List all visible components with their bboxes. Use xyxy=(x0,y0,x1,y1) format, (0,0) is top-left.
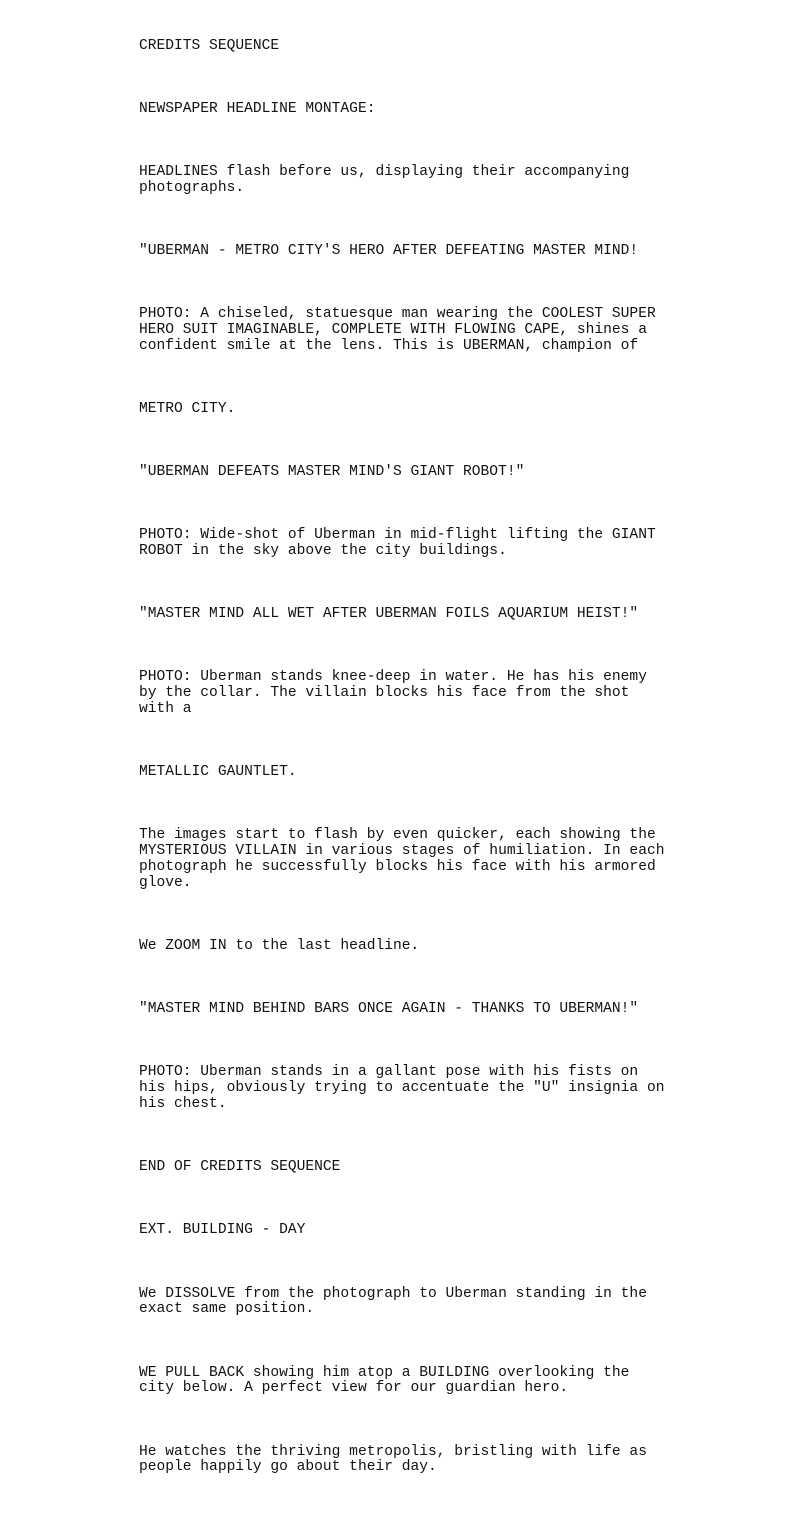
action-paragraph: PHOTO: A chiseled, statuesque man wearing the COOLEST SUPER HERO SUIT IMAGINABLE, COMPLETE WITH FLOWING CAPE, shines a confident smile at the lens. This is UBERMAN, champion of xyxy=(139,306,656,354)
headline-text: "MASTER MIND ALL WET AFTER UBERMAN FOILS AQUARIUM HEIST!" xyxy=(139,606,639,623)
action-paragraph: We ZOOM IN to the last headline. xyxy=(139,938,420,955)
action-paragraph: METRO CITY. xyxy=(139,400,236,417)
headline-text: "MASTER MIND BEHIND BARS ONCE AGAIN - THANKS TO UBERMAN!" xyxy=(139,1001,639,1018)
action-paragraph: He watches the thriving metropolis, bristling with life as people happily go about their day. xyxy=(139,1443,647,1476)
montage-heading: NEWSPAPER HEADLINE MONTAGE: xyxy=(139,100,376,117)
headline-text: "UBERMAN DEFEATS MASTER MIND'S GIANT ROBOT!" xyxy=(139,464,525,481)
action-paragraph: The images start to flash by even quicker, each showing the MYSTERIOUS VILLAIN in various stages of humiliation. In each photograph he successfully blocks his face with his armored glove. xyxy=(139,827,665,891)
action-paragraph: PHOTO: Uberman stands knee-deep in water. He has his enemy by the collar. The villain blocks his face from the shot with a xyxy=(139,669,647,718)
section-heading: CREDITS SEQUENCE xyxy=(139,37,280,54)
action-paragraph: PHOTO: Uberman stands in a gallant pose with his fists on his hips, obviously trying to accentuate the "U" insignia on his chest. xyxy=(139,1064,665,1112)
action-paragraph: WE PULL BACK showing him atop a BUILDING overlooking the city below. A perfect view for our guardian hero. xyxy=(139,1364,630,1397)
action-paragraph: METALLIC GAUNTLET. xyxy=(139,764,297,781)
action-paragraph: We DISSOLVE from the photograph to Uberman standing in the exact same position. xyxy=(139,1285,647,1318)
action-paragraph: HEADLINES flash before us, displaying their accompanying photographs. xyxy=(139,163,630,196)
screenplay-text xyxy=(139,7,759,1524)
headline-text: "UBERMAN - METRO CITY'S HERO AFTER DEFEATING MASTER MIND! xyxy=(139,242,639,259)
section-heading: END OF CREDITS SEQUENCE xyxy=(139,1159,341,1176)
action-paragraph: PHOTO: Wide-shot of Uberman in mid-flight lifting the GIANT ROBOT in the sky above the city buildings. xyxy=(139,527,656,560)
scene-heading: EXT. BUILDING - DAY xyxy=(139,1222,306,1239)
